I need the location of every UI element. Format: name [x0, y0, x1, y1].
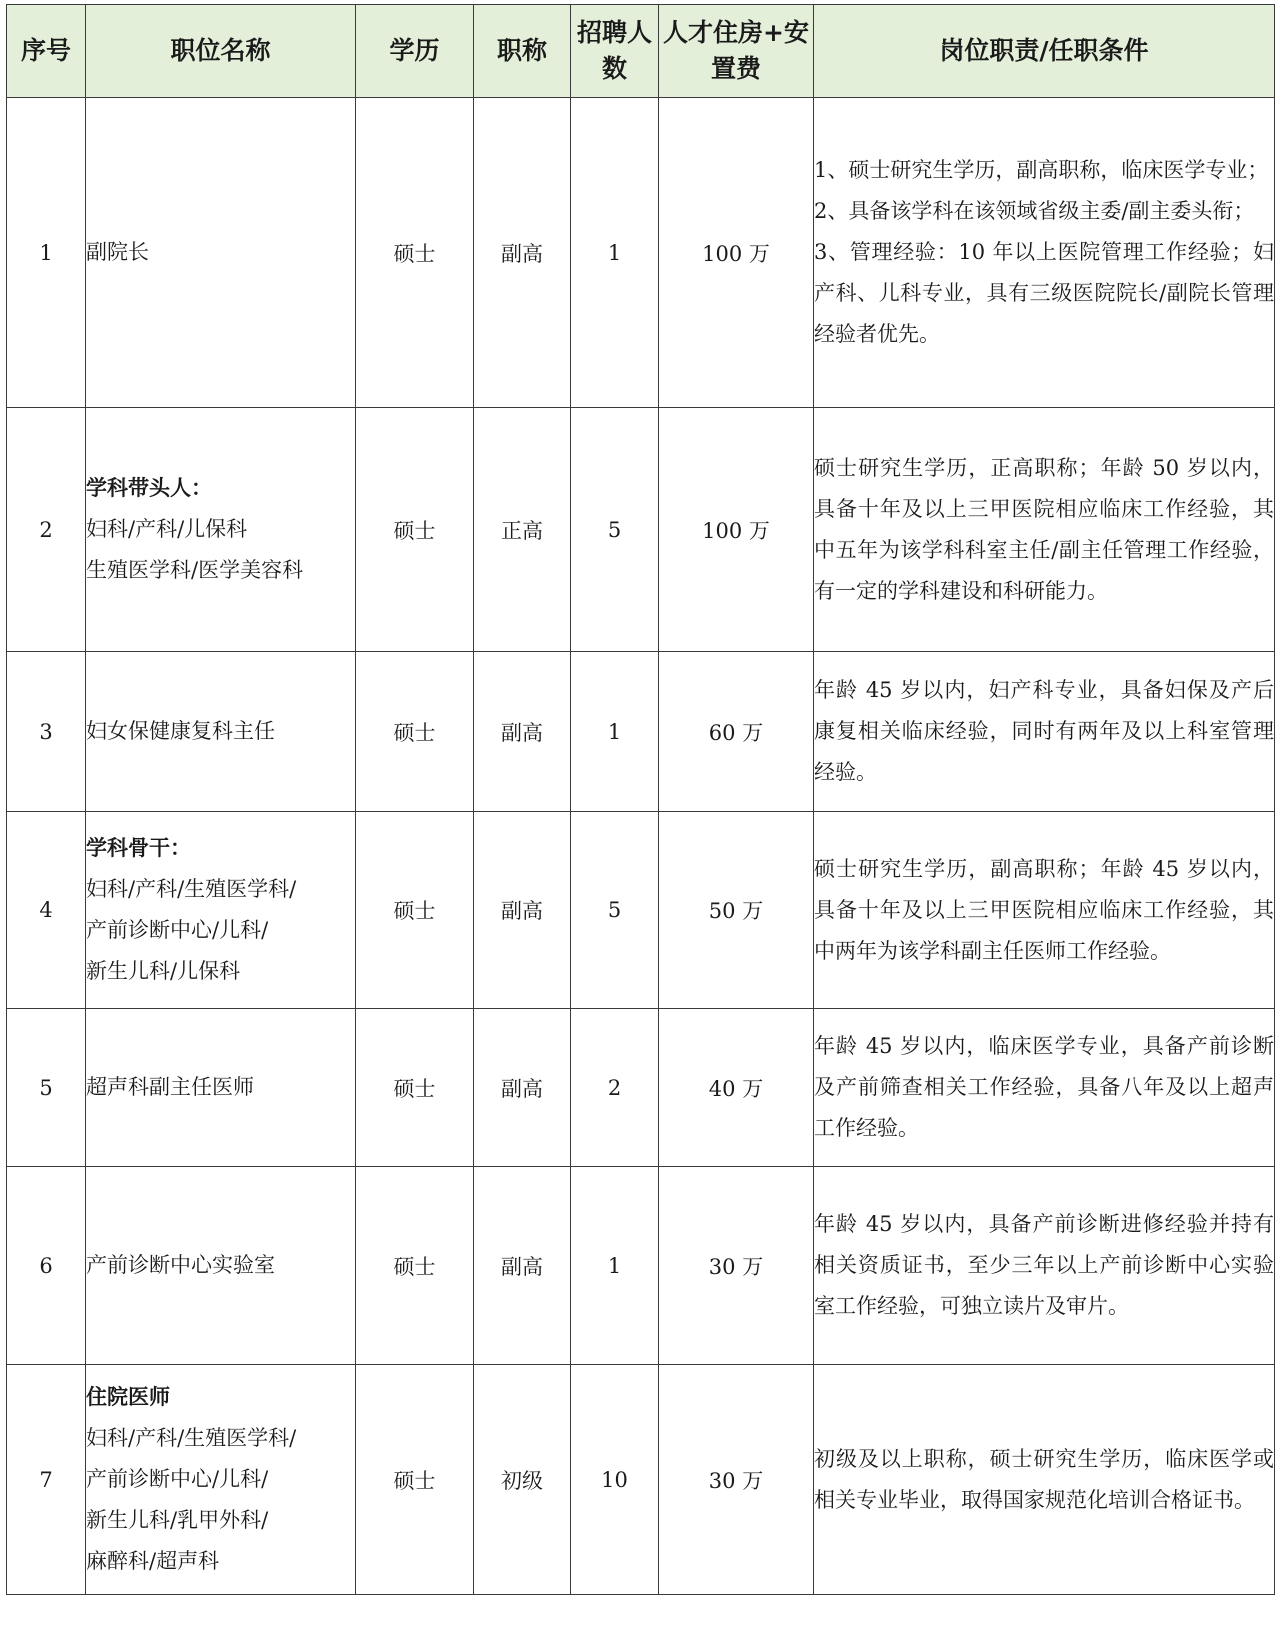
cell-seq: 4: [7, 812, 86, 1009]
cell-seq: 5: [7, 1009, 86, 1167]
cell-title: 正高: [474, 408, 571, 652]
table-row: [7, 408, 1275, 652]
cell-fee: 50 万: [659, 812, 814, 1009]
cell-fee: 60 万: [659, 652, 814, 812]
cell-position: [86, 1365, 356, 1595]
cell-title: 副高: [474, 1167, 571, 1365]
position-name: 妇科/产科/儿保科 生殖医学科/医学美容科: [86, 517, 304, 582]
cell-duty: [814, 98, 1275, 408]
cell-title: 副高: [474, 812, 571, 1009]
cell-title: 副高: [474, 652, 571, 812]
header-position: 职位名称: [86, 5, 356, 98]
duty-text: 硕士研究生学历，正高职称；年龄 50 岁以内，具备十年及以上三甲医院相应临床工作经验，其中五年为该学科科室主任/副主任管理工作经验，有一定的学科建设和科研能力。: [814, 455, 1274, 603]
table-row: [7, 98, 1275, 408]
header-seq: 序号: [7, 5, 86, 98]
cell-duty: [814, 1167, 1275, 1365]
header-row: [7, 5, 1275, 98]
cell-position: [86, 98, 356, 408]
cell-fee: 100 万: [659, 408, 814, 652]
cell-count: 5: [571, 812, 659, 1009]
cell-position: [86, 408, 356, 652]
position-name: 妇科/产科/生殖医学科/ 产前诊断中心/儿科/ 新生儿科/乳甲外科/ 麻醉科/超声科: [86, 1426, 297, 1573]
cell-education: 硕士: [356, 408, 474, 652]
cell-count: 1: [571, 98, 659, 408]
duty-text: 年龄 45 岁以内，具备产前诊断进修经验并持有相关资质证书，至少三年以上产前诊断中心实验室工作经验，可独立读片及审片。: [814, 1212, 1274, 1318]
cell-duty: [814, 408, 1275, 652]
duty-text: 年龄 45 岁以内，妇产科专业，具备妇保及产后康复相关临床经验，同时有两年及以上科室管理经验。: [814, 678, 1274, 784]
header-education: 学历: [356, 5, 474, 98]
duty-text: 1、硕士研究生学历，副高职称，临床医学专业； 2、具备该学科在该领域省级主委/副主委头衔； 3、管理经验：10 年以上医院管理工作经验；妇产科、儿科专业，具有三级医院院长/副院长管理经验者优先。: [814, 158, 1274, 346]
duty-text: 硕士研究生学历，副高职称；年龄 45 岁以内，具备十年及以上三甲医院相应临床工作经验，其中两年为该学科副主任医师工作经验。: [814, 856, 1274, 963]
cell-count: 5: [571, 408, 659, 652]
cell-count: 10: [571, 1365, 659, 1595]
position-label: 住院医师: [86, 1385, 170, 1409]
cell-seq: 2: [7, 408, 86, 652]
header-title: 职称: [474, 5, 571, 98]
position-label: 学科骨干：: [86, 836, 191, 860]
header-count: 招聘人数: [571, 5, 659, 98]
cell-count: 1: [571, 652, 659, 812]
cell-education: 硕士: [356, 1167, 474, 1365]
position-name: 妇科/产科/生殖医学科/ 产前诊断中心/儿科/ 新生儿科/儿保科: [86, 877, 297, 983]
recruitment-table: [6, 4, 1275, 1595]
position-name: 超声科副主任医师: [86, 1075, 254, 1099]
cell-count: 2: [571, 1009, 659, 1167]
cell-title: 初级: [474, 1365, 571, 1595]
table-row: [7, 1167, 1275, 1365]
cell-duty: [814, 1365, 1275, 1595]
cell-count: 1: [571, 1167, 659, 1365]
header-fee: 人才住房+安置费: [659, 5, 814, 98]
table-row: [7, 652, 1275, 812]
table-row: [7, 1009, 1275, 1167]
cell-education: 硕士: [356, 98, 474, 408]
cell-seq: 6: [7, 1167, 86, 1365]
position-label: 学科带头人：: [86, 476, 212, 500]
cell-education: 硕士: [356, 652, 474, 812]
cell-education: 硕士: [356, 812, 474, 1009]
duty-text: 初级及以上职称，硕士研究生学历，临床医学或相关专业毕业，取得国家规范化培训合格证书。: [814, 1446, 1274, 1512]
cell-title: 副高: [474, 98, 571, 408]
cell-fee: 30 万: [659, 1365, 814, 1595]
cell-seq: 3: [7, 652, 86, 812]
duty-text: 年龄 45 岁以内，临床医学专业，具备产前诊断及产前筛查相关工作经验，具备八年及以上超声工作经验。: [814, 1034, 1274, 1140]
cell-position: [86, 1167, 356, 1365]
cell-fee: 100 万: [659, 98, 814, 408]
cell-duty: [814, 812, 1275, 1009]
cell-fee: 30 万: [659, 1167, 814, 1365]
cell-education: 硕士: [356, 1365, 474, 1595]
cell-position: [86, 652, 356, 812]
table-row: [7, 1365, 1275, 1595]
table-row: [7, 812, 1275, 1009]
position-name: 产前诊断中心实验室: [86, 1253, 275, 1277]
cell-duty: [814, 652, 1275, 812]
cell-fee: 40 万: [659, 1009, 814, 1167]
cell-education: 硕士: [356, 1009, 474, 1167]
position-name: 副院长: [86, 240, 149, 264]
header-duty: 岗位职责/任职条件: [814, 5, 1275, 98]
cell-position: [86, 1009, 356, 1167]
cell-seq: 7: [7, 1365, 86, 1595]
cell-seq: 1: [7, 98, 86, 408]
cell-title: 副高: [474, 1009, 571, 1167]
cell-duty: [814, 1009, 1275, 1167]
position-name: 妇女保健康复科主任: [86, 719, 275, 743]
cell-position: [86, 812, 356, 1009]
